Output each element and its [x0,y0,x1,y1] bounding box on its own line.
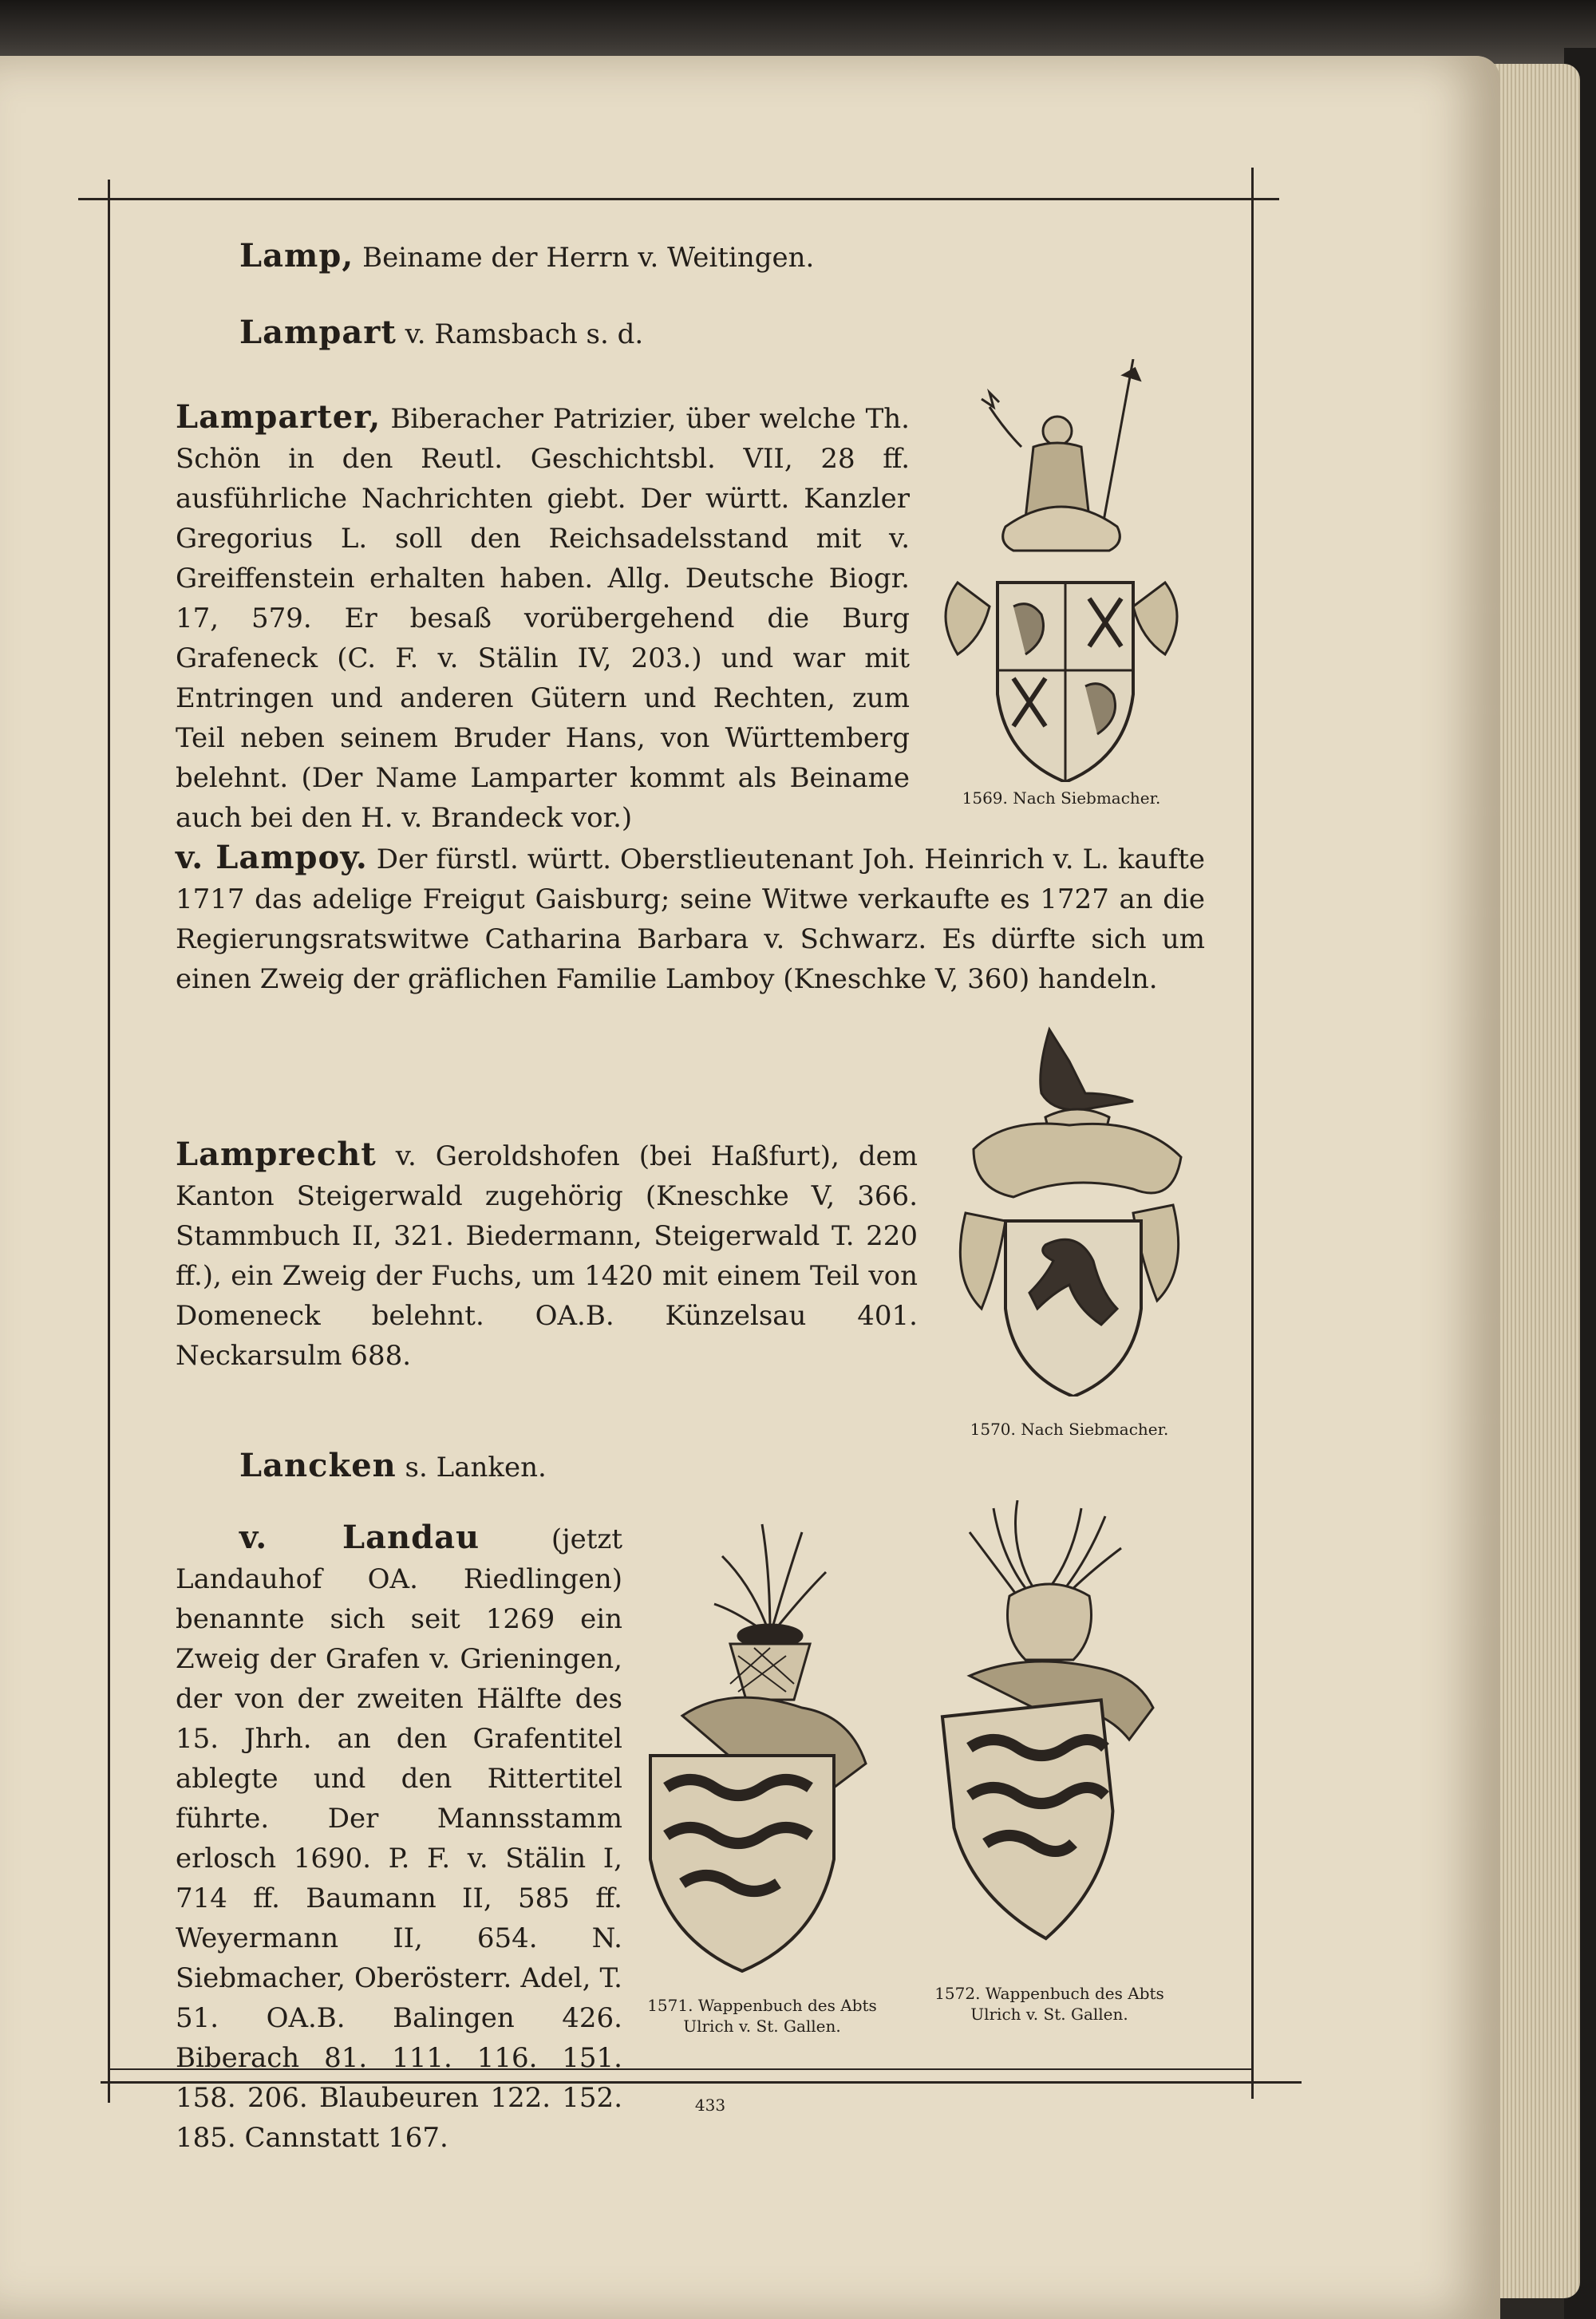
entry-lamp [239,236,1197,278]
entry-text: Biberacher Patrizier, über welche Th. Schön in den Reutl. Geschichtsbl. VII, 28 ff. ausführliche Nachrichten giebt. Der württ. Kanzler Gregorius L. soll den Reichsadelsstand mit v. Greiffenstein erhalten haben. Allg. Deutsche Biogr. 17, 579. Er besaß vorübergehend die Burg Grafeneck (C. F. v. Stälin IV, 203.) und war mit Entringen und anderen Gütern und Rechten, zum Teil neben seinem Bruder Hans, von Württemberg belehnt. (Der Name Lamparter kommt als Beiname auch bei den H. v. Brandeck vor.) [176,403,910,834]
page-number: 433 [694,2096,726,2115]
coat-of-arms-1569 [934,359,1189,782]
caption-1569: 1569. Nach Siebmacher. [962,788,1161,808]
entry-lamprecht [176,1135,918,1376]
coat-of-arms-1571 [634,1516,882,1979]
entry-lancken [239,1446,878,1487]
entry-headword: Lamprecht [176,1136,377,1173]
entry-landau [176,1518,622,2158]
entry-text: s. Lanken. [405,1452,547,1483]
caption-1570: 1570. Nach Siebmacher. [970,1420,1169,1439]
entry-headword: Lampart [239,314,397,351]
entry-text: Der fürstl. württ. Oberstlieutenant Joh. Heinrich v. L. kaufte 1717 das adelige Freigut Gaisburg; seine Witwe verkaufte es 1727 an die Regierungsratswitwe Catharina Barbara v. Schwarz. Es dürfte sich um einen Zweig der gräflichen Familie Lamboy (Kneschke V, 360) handeln. [176,843,1205,995]
entry-headword: Lamp, [239,237,354,275]
caption-1571: 1571. Wappenbuch des Abts Ulrich v. St. Gallen. [647,1996,877,2036]
entry-headword: Lamparter, [176,398,381,436]
frame-rule-right [1251,168,1254,2099]
entry-text: (jetzt Landauhof OA. Riedlingen) benannte sich seit 1269 ein Zweig der Grafen v. Grieningen, der von der zweiten Hälfte des 15. Jhrh. an den Grafentitel ablegte und den Rittertitel führte. Der Mannsstamm erlosch 1690. P. F. v. Stälin I, 714 ff. Baumann II, 585 ff. Weyermann II, 654. N. Siebmacher, Oberösterr. Adel, T. 51. OA.B. Balingen 426. Biberach 81. 111. 116. 151. 158. 206. Blaubeuren 122. 152. 185. Cannstatt 167. [176,1523,622,2154]
entry-lamparter [176,397,910,838]
frame-rule-top [78,198,1279,200]
caption-1572: 1572. Wappenbuch des Abts Ulrich v. St. Gallen. [934,1984,1164,2024]
entry-text: v. Geroldshofen (bei Haßfurt), dem Kanton Steigerwald zugehörig (Kneschke V, 366. Stammbuch II, 321. Biedermann, Steigerwald T. 220 ff.), ein Zweig der Fuchs, um 1420 mit einem Teil von Domeneck belehnt. OA.B. Künzelsau 401. Neckarsulm 688. [176,1140,918,1372]
entry-headword: Lancken [239,1447,397,1484]
entry-headword: v. Landau [239,1519,480,1556]
frame-rule-left [108,180,110,2103]
entry-headword: v. Lampoy. [176,839,368,876]
entry-text: v. Ramsbach s. d. [405,318,644,350]
entry-text: Beiname der Herrn v. Weitingen. [362,242,815,274]
entry-lampart [239,313,1197,354]
coat-of-arms-1570 [958,1021,1189,1397]
coat-of-arms-1572 [922,1500,1169,1947]
entry-lampoy [176,838,1205,999]
